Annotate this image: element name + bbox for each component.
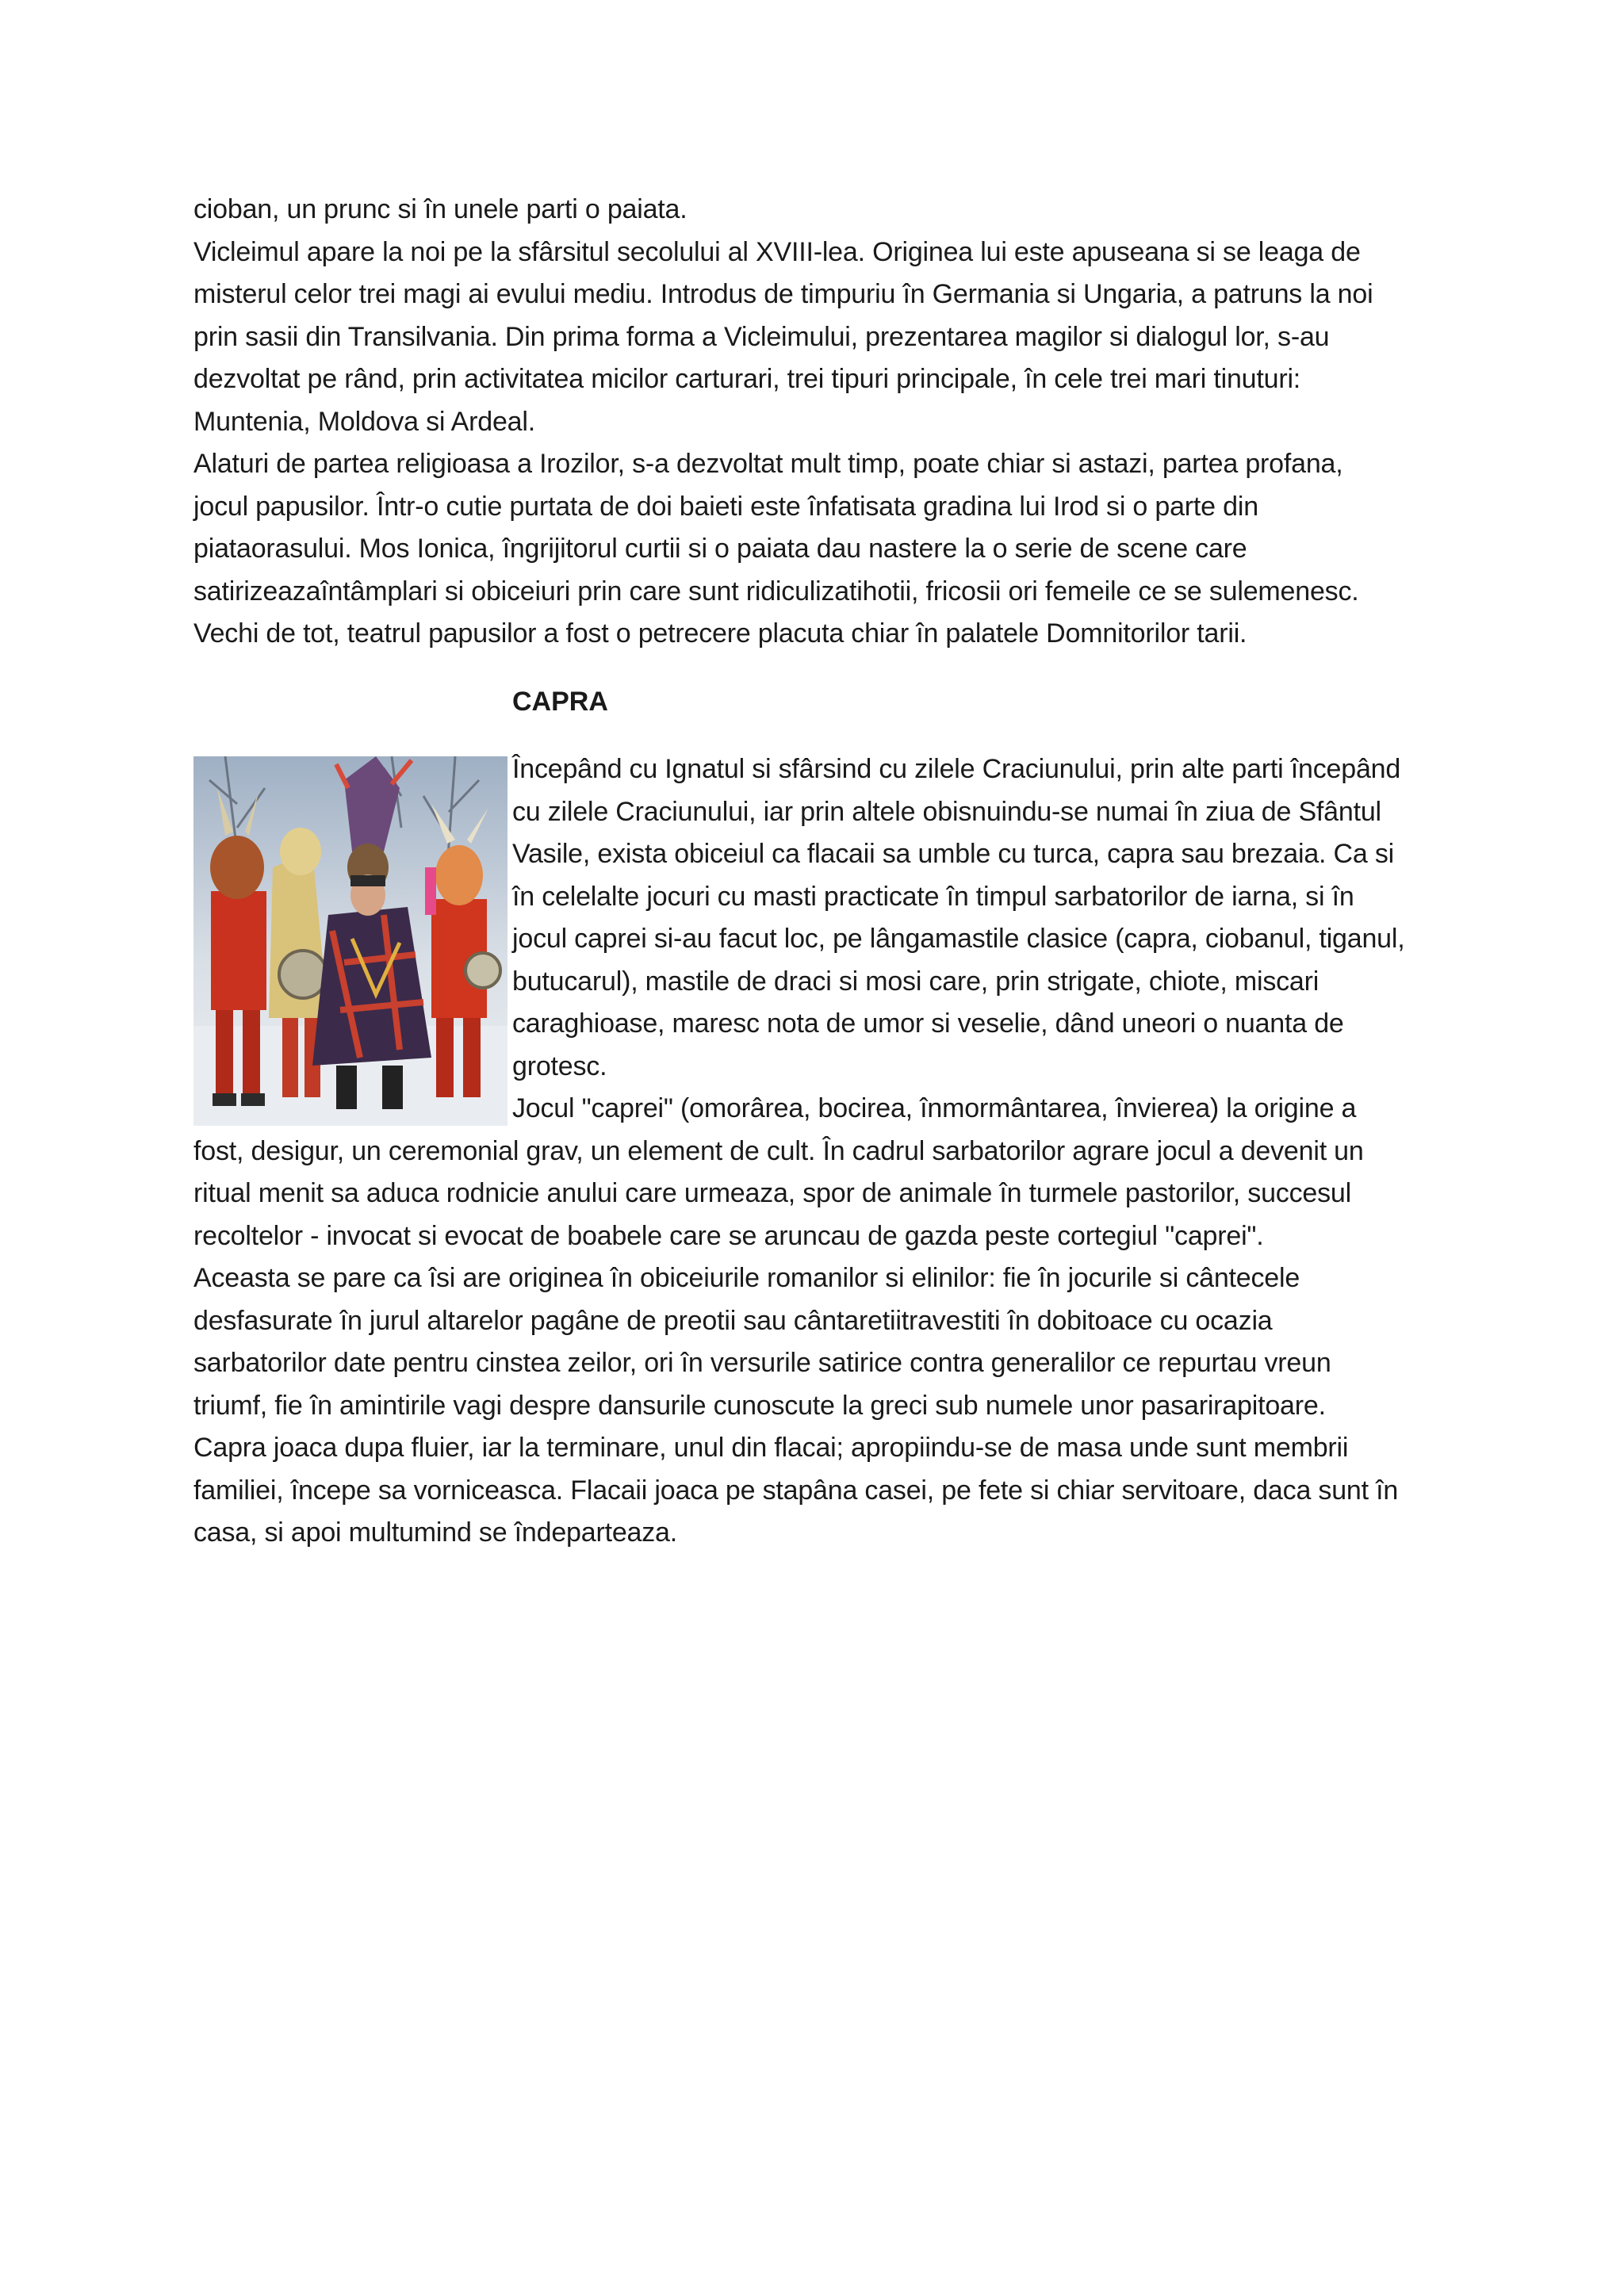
capra-text-below-photo (193, 1131, 1434, 1555)
text-line: dezvoltat pe rând, prin activitatea micilor carturari, trei tipuri principale, în cele trei mari tinuturi: (193, 364, 1301, 394)
text-line: Vicleimul apare la noi pe la sfârsitul secolului al XVIII-lea. Originea lui este apuseana si se leaga de (193, 236, 1361, 267)
text-line: recoltelor - invocat si evocat de boabele care se aruncau de gazda peste cortegiul "caprei". (193, 1220, 1264, 1251)
text-line: sarbatorilor date pentru cinstea zeilor, ori în versurile satirice contra generalilor ce repurtau vreun (193, 1348, 1331, 1378)
text-line: Muntenia, Moldova si Ardeal. (193, 406, 535, 437)
text-line: casa, si apoi multumind se îndeparteaza. (193, 1517, 678, 1548)
text-line: butucarul), mastile de draci si mosi care, prin strigate, chiote, miscari (512, 966, 1320, 997)
document-page (193, 189, 1434, 1555)
text-line: Începând cu Ignatul si sfârsind cu zilele Craciunului, prin alte parti începând (512, 754, 1401, 784)
text-line: ritual menit sa aduca rodnicie anului care urmeaza, spor de animale în turmele pastorilor, succesul (193, 1178, 1351, 1208)
text-line: desfasurate în jurul altarelor pagâne de preotii sau cântaretiitravestiti în dobitoace cu ocazia (193, 1305, 1273, 1336)
text-line: Capra joaca dupa fluier, iar la terminare, unul din flacai; apropiindu-se de masa unde sunt membrii (193, 1433, 1349, 1463)
text-line: fost, desigur, un ceremonial grav, un element de cult. În cadrul sarbatorilor agrare jocul a devenit un (193, 1135, 1364, 1166)
text-line: piataorasului. Mos Ionica, îngrijitorul curtii si o paiata dau nastere la o serie de scene care (193, 534, 1247, 564)
text-line: grotesc. (512, 1050, 607, 1081)
text-line: triumf, fie în amintirile vagi despre dansurile cunoscute la greci sub numele unor pasarirapitoare. (193, 1390, 1326, 1421)
text-line: jocul caprei si-au facut loc, pe lângamastile clasice (capra, ciobanul, tiganul, (512, 924, 1405, 954)
text-line: Vechi de tot, teatrul papusilor a fost o petrecere placuta chiar în palatele Domnitorilor tarii. (193, 618, 1247, 649)
paragraph-block-vicleim (193, 189, 1434, 656)
text-line: caraghioase, maresc nota de umor si veselie, dând uneori o nuanta de (512, 1008, 1344, 1039)
text-line: cu zilele Craciunului, iar prin altele obisnuindu-se numai în ziua de Sfântul (512, 796, 1381, 827)
text-line: Alaturi de partea religioasa a Irozilor, s-a dezvoltat mult timp, poate chiar si astazi, partea profana, (193, 449, 1343, 479)
section-title-capra: CAPRA (512, 686, 608, 717)
text-line: în celelalte jocuri cu masti practicate în timpul sarbatorilor de iarna, si în (512, 881, 1354, 912)
text-line: jocul papusilor. Într-o cutie purtata de doi baieti este înfatisata gradina lui Irod si o parte din (193, 491, 1258, 522)
text-line: satirizeazaîntâmplari si obiceiuri prin care sunt ridiculizatihotii, fricosii ori femeile ce se sulemenesc. (193, 576, 1359, 607)
text-line: familiei, începe sa vorniceasca. Flacaii joaca pe stapâna casei, pe fete si chiar servitoare, daca sunt în (193, 1475, 1399, 1506)
text-line: Aceasta se pare ca îsi are originea în obiceiurile romanilor si elinilor: fie în jocurile si cântecele (193, 1263, 1300, 1293)
text-line: prin sasii din Transilvania. Din prima forma a Vicleimului, prezentarea magilor si dialogul lor, s-au (193, 321, 1330, 352)
text-line: cioban, un prunc si în unele parti o paiata. (193, 194, 688, 224)
text-line: Vasile, exista obiceiul ca flacaii sa umble cu turca, capra sau brezaia. Ca si (512, 839, 1394, 869)
text-line: Jocul "caprei" (omorârea, bocirea, înmormântarea, învierea) la origine a (512, 1093, 1357, 1123)
capra-section (193, 748, 1434, 1555)
capra-masked-dancers-photo (193, 756, 508, 1126)
text-line: misterul celor trei magi ai evului mediu. Introdus de timpuriu în Germania si Ungaria, a patruns la noi (193, 279, 1373, 309)
